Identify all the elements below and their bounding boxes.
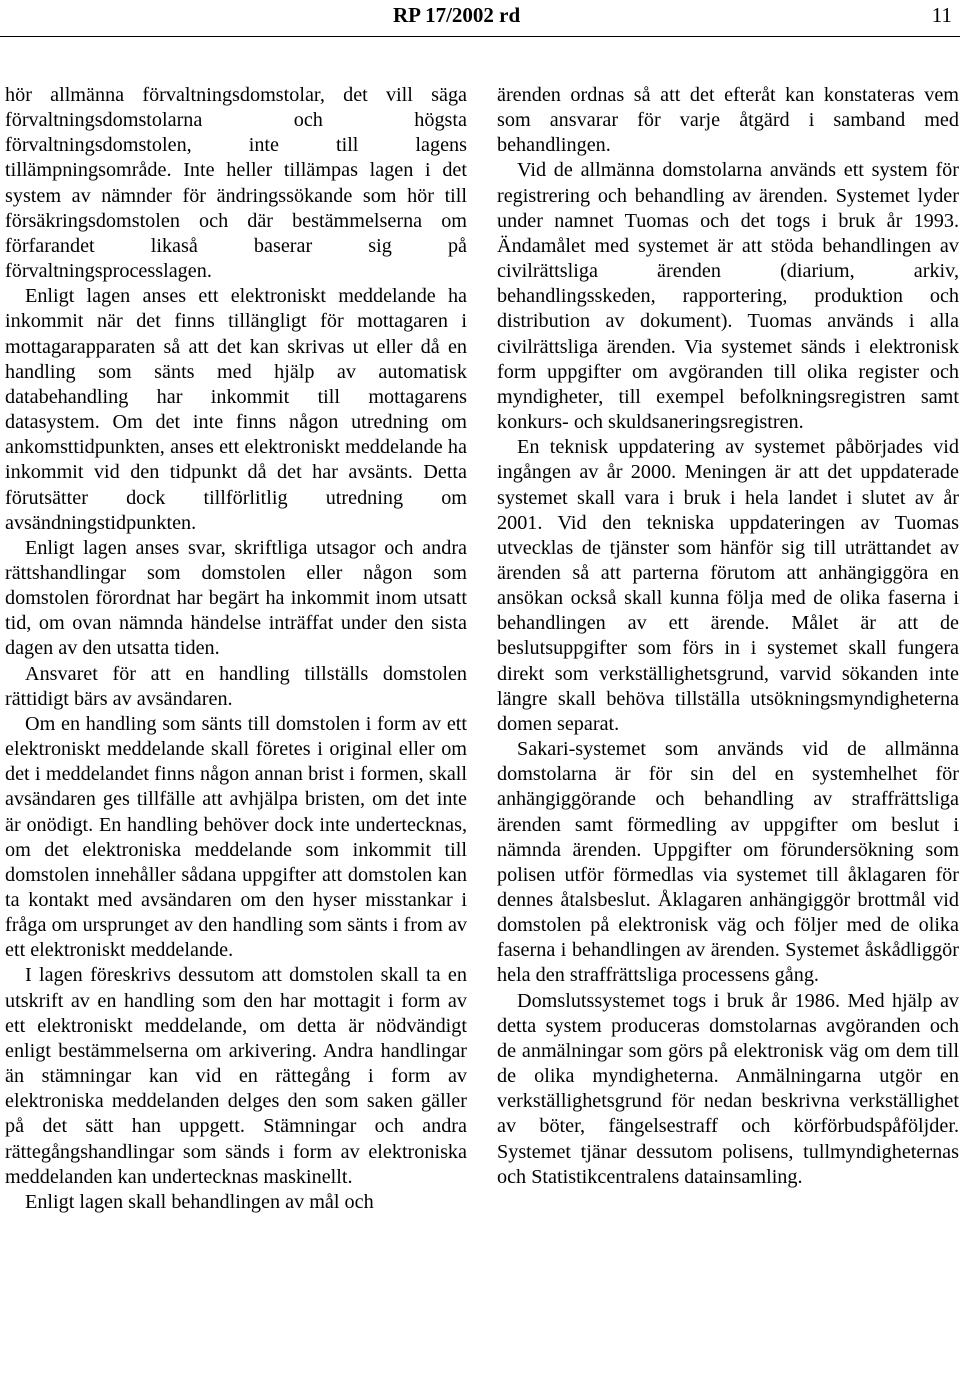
paragraph: Enligt lagen anses svar, skriftliga utsagor och andra rättshandlingar som domstolen eller någon som domstolen förordnat har begärt ha inkommit inom utsatt tid, om ovan nämnda händelse inträffat under den sista dagen av den utsatta tiden. [5, 536, 467, 660]
page-number: 11 [931, 3, 952, 27]
paragraph: Domslutssystemet togs i bruk år 1986. Med hjälp av detta system produceras domstolarnas avgöranden och de anmälningar som görs på elektronisk väg om dem till de olika myndigheterna. Anmälningarna utgör en verkställighetsgrund för nedan beskrivna verkställighet av böter, fängelsestraff och körförbudspåföljder. Systemet tjänar dessutom polisens, tullmyndigheternas och Statistikcentralens datainsamling. [497, 989, 959, 1188]
paragraph: hör allmänna förvaltningsdomstolar, det vill säga förvaltningsdomstolarna och högsta förvaltningsdomstolen, inte till lagens tillämpningsområde. Inte heller tillämpas lagen i det system av nämnder för ändringssökande som hör till försäkringsdomstolen och där bestämmelserna om förfarandet likaså baserar sig på förvaltningsprocesslagen. [5, 84, 467, 283]
paragraph: Enligt lagen anses ett elektroniskt meddelande ha inkommit när det finns tillängligt för mottagaren i mottagarapparaten så att det kan skrivas ut eller då en handling som sänts med hjälp av automatisk databehandling har inkommit till mottagarens datasystem. Om det inte finns någon utredning om ankomsttidpunkten, anses ett elektroniskt meddelande ha inkommit vid den tidpunkt då det har avsänts. Detta förutsätter dock tillförlitlig utredning om avsändningstidpunkten. [5, 285, 467, 534]
header-rule [0, 36, 960, 37]
paragraph: Vid de allmänna domstolarna används ett system för registrering och behandling av ärenden. Systemet lyder under namnet Tuomas och det togs i bruk år 1993. Ändamålet med systemet är att stöda behandlingen av civilrättsliga ärenden (diarium, arkiv, behandlingsskeden, rapportering, produktion och distribution av dokument). Tuomas används i alla civilrättsliga ärenden. Via systemet sänds i elektronisk form uppgifter om avgöranden till olika register och myndigheter, till exempel befolkningsregistren samt konkurs- och skuldsaneringsregistren. [497, 159, 959, 434]
paragraph: ärenden ordnas så att det efteråt kan konstateras vem som ansvarar för varje åtgärd i samband med behandlingen. [497, 84, 959, 157]
right-column [497, 83, 959, 1190]
paragraph: Ansvaret för att en handling tillställs domstolen rättidigt bärs av avsändaren. [5, 662, 467, 710]
paragraph: Om en handling som sänts till domstolen i form av ett elektroniskt meddelande skall företes i original eller om det i meddelandet finns någon annan brist i formen, skall avsändaren ges tillfälle att avhjälpa bristen, om det inte är onödigt. En handling behöver dock inte undertecknas, om det elektroniska meddelande som inkommit till domstolen innehåller sådana uppgifter att domstolen kan ta kontakt med avsändaren om den hyser misstankar i fråga om ursprunget av den handling som sänts i from av ett elektroniskt meddelande. [5, 712, 467, 962]
paragraph: En teknisk uppdatering av systemet påbörjades vid ingången av år 2000. Meningen är att det uppdaterade systemet skall vara i bruk i hela landet i slutet av år 2001. Vid den tekniska uppdateringen av Tuomas utvecklas de tjänster som hänför sig till uträttandet av ärenden så att parterna förutom att anhängiggöra en ansökan också skall kunna följa med de olika faserna i behandlingen av ett ärende. Målet är att de beslutsuppgifter som förs in i systemet skall fungera direkt som verkställighetsgrund, varvid sökanden inte längre skall behöva tillställa utsökningsmyndigheterna domen separat. [497, 436, 959, 735]
page-header [0, 0, 960, 30]
paragraph: Enligt lagen skall behandlingen av mål och [25, 1190, 374, 1213]
paragraph: Sakari-systemet som används vid de allmänna domstolarna är för sin del en systemhelhet för anhängiggörande och behandling av straffrättsliga ärenden samt förmedling av uppgifter om beslut i nämnda ärenden. Uppgifter om förundersökning som polisen utför förmedlas via systemet till åklagaren för dennes åtalsbeslut. Åklagaren anhängiggör brottmål vid domstolen på elektronisk väg och följer med de olika faserna i behandlingen av ärenden. Systemet åskådliggör hela den straffrättsliga processens gång. [497, 738, 959, 987]
paragraph: I lagen föreskrivs dessutom att domstolen skall ta en utskrift av en handling som den har mottagit i form av ett elektroniskt meddelande, om detta är nödvändigt enligt bestämmelserna om arkivering. Andra handlingar än stämningar kan vid en rättegång i form av elektroniska meddelanden delges den som saken gäller på det sätt han uppgett. Stämningar och andra rättegångshandlingar som sänds i form av elektroniska meddelanden kan undertecknas maskinellt. [5, 964, 467, 1188]
left-column [5, 83, 467, 1215]
document-reference: RP 17/2002 rd [393, 3, 521, 27]
